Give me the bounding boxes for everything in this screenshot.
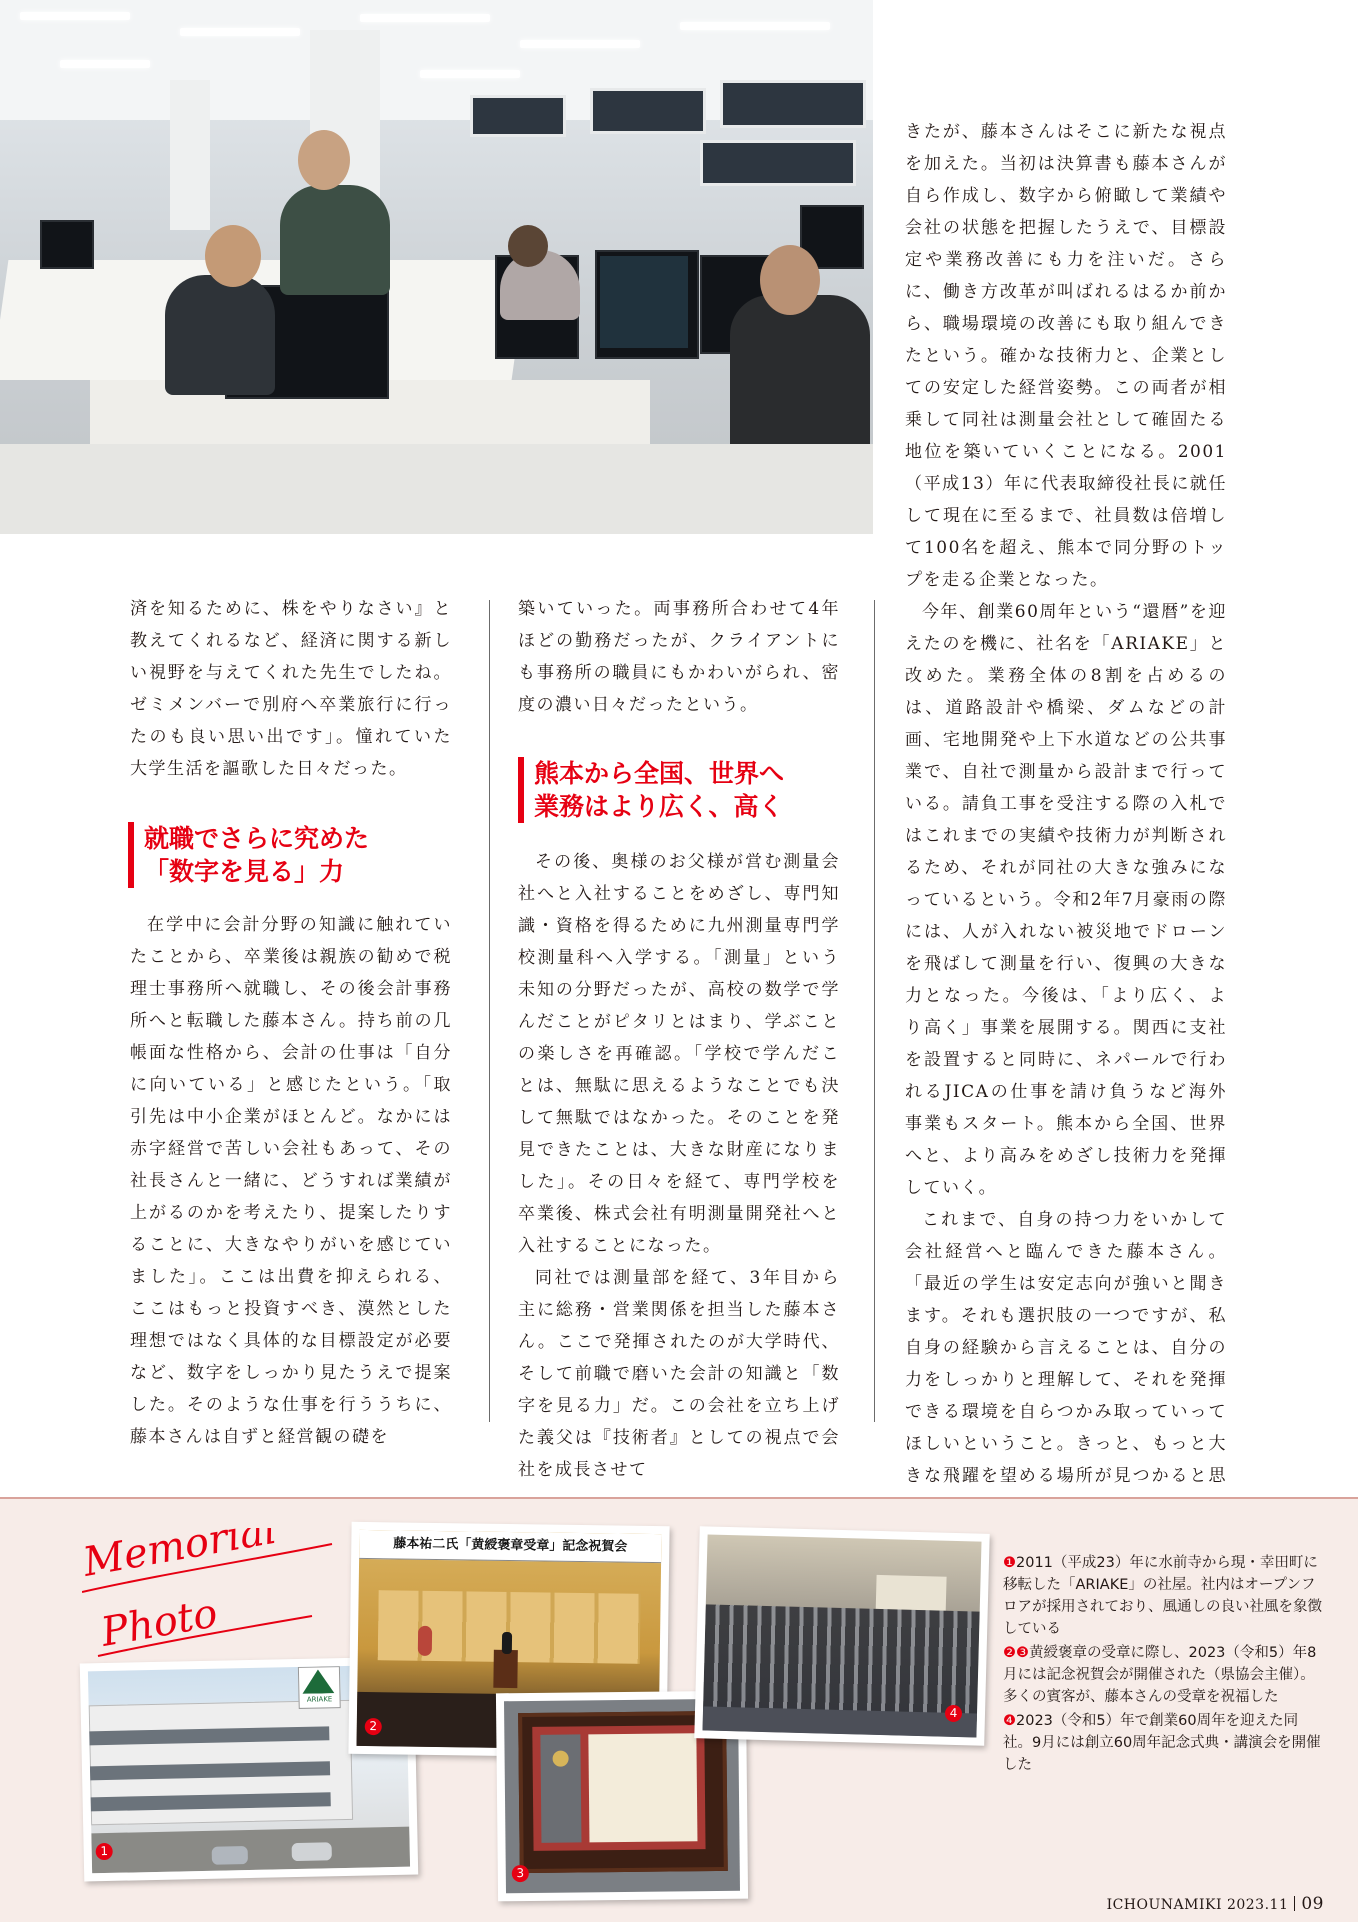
hero-office-photo: [0, 0, 873, 534]
stage-banner: [876, 1575, 947, 1611]
ceiling-light: [680, 22, 830, 30]
car: [212, 1846, 248, 1865]
column-divider: [874, 600, 875, 1422]
memorial-title-line1: Memorial: [82, 1528, 280, 1586]
paragraph: その後、奥様のお父様が営む測量会社へと入社することをめざし、専門知識・資格を得るために九州測量専門学校測量科へ入学する。「測量」という未知の分野だったが、高校の数学で学んだことがピタリとはまり、学ぶことの楽しさを再確認。「学校で学んだことは、無駄に思えるようなことでも決して無駄ではなかった。そのことを発見できたことは、大きな財産になりました」。その日々を経て、専門学校を卒業後、株式会社有明測量開発社へと入社することになった。: [518, 852, 840, 1256]
paragraph: 同社では測量部を経て、3年目から主に総務・営業関係を担当した藤本さん。ここで発揮されたのが大学時代、そして前職で磨いた会計の知識と「数字を見る力」だ。この会社を立ち上げた義父は『技術者』としての視点で会社を成長させて: [518, 1268, 840, 1480]
car: [292, 1842, 332, 1861]
heading-line: 就職でさらに究めた: [144, 824, 370, 853]
podium: [493, 1650, 518, 1688]
column-3: [905, 116, 1227, 1556]
column-2: [518, 593, 840, 721]
photo-2-number-badge: 2: [365, 1718, 382, 1735]
caption-2: [1003, 1642, 1323, 1708]
paragraph: これまで、自身の持つ力をいかして会社経営へと臨んできた藤本さん。「最近の学生は安定志向が強いと聞きます。それも選択肢の一つですが、私自身の経験から言えることは、自分の力をしっかりと理解して、それを発揮できる環境を自らつかみ取っていってほしいということ。きっと、もっと大きな飛躍を望める場所が見つかると思: [905, 1210, 1227, 1486]
ariake-sign: ARIAKE: [298, 1666, 341, 1709]
flowers: [418, 1626, 432, 1656]
paragraph: 今年、創業60周年という“還暦”を迎えたのを機に、社名を「ARIAKE」と改めた。業務全体の8割を占めるのは、道路設計や橋梁、ダムなどの計画、宅地開発や上下水道などの公共事業で、自社で測量から設計まで行っている。請負工事を受注する際の入札ではこれまでの実績や技術力が判断されるため、それが同社の大きな強みになっているという。令和2年7月豪雨の際には、人が入れない被災地でドローンを飛ばして測量を行い、復興の大きな力となった。今後は、「より広く、より高く」事業を展開する。関西に支社を設置すると同時に、ネパールで行われるJICAの仕事を請け負うなど海外事業もスタート。熊本から全国、世界へと、より高みをめざし技術力を発揮していく。: [905, 602, 1227, 1198]
ceiling-light: [520, 40, 640, 48]
monitor: [40, 220, 94, 269]
caption-number: ❹: [1003, 1713, 1016, 1729]
ceiling-light: [360, 14, 490, 22]
pillar: [170, 80, 210, 230]
caption-text: 2011（平成23）年に水前寺から現・幸田町に移転した「ARIAKE」の社屋。社内はオープンフロアが採用されており、風通しの良い社風を象徴している: [1003, 1555, 1322, 1637]
section-heading-1: [128, 822, 464, 888]
column-1-body: [130, 909, 452, 1453]
photo-captions: [1003, 1552, 1323, 1778]
event-banner: 藤本祐二氏「黄綬褒章受章」記念祝賀会: [359, 1530, 661, 1563]
photo-3-number-badge: 3: [512, 1865, 529, 1882]
photo-4-ceremony: [694, 1526, 989, 1746]
caption-number: ❶: [1003, 1555, 1016, 1571]
window: [700, 140, 856, 186]
photo-1-number-badge: 1: [96, 1843, 113, 1860]
employee-head: [760, 245, 820, 315]
heading-line: 業務はより広く、高く: [534, 792, 784, 821]
caption-number: ❷❸: [1003, 1645, 1029, 1661]
memorial-script-title: [82, 1528, 342, 1658]
paragraph: 在学中に会計分野の知識に触れていたことから、卒業後は親族の勧めで税理士事務所へ就職し、その後会計事務所へと転職した藤本さん。持ち前の几帳面な性格から、会計の仕事は「自分に向いている」と感じたという。「取引先は中小企業がほとんど。なかには赤字経営で苦しい会社もあって、その社長さんと一緒に、どうすれば業績が上がるのかを考えたり、提案したりすることに、大きなやりがいを感じていました」。ここは出費を抑えられる、ここはもっと投資すべき、漠然とした理想ではなく具体的な目標設定が必要など、数字をしっかり見たうえで提案した。そのような仕事を行ううちに、藤本さんは自ずと経営観の礎を: [130, 915, 452, 1447]
magazine-issue: ICHOUNAMIKI 2023.11: [1106, 1897, 1289, 1913]
page-footer: [1107, 1894, 1324, 1914]
employee-head: [205, 225, 261, 287]
floor: [0, 444, 873, 534]
window: [720, 80, 866, 128]
paragraph: 済を知るために、株をやりなさい』と教えてくれるなど、経済に関する新しい視野を与えてくれた先生でしたね。ゼミメンバーで別府へ卒業旅行に行ったのも良い思い出です」。憧れていた大学生活を謳歌した日々だった。: [130, 599, 452, 779]
caption-text: 2023（令和5）年で創業60周年を迎えた同社。9月には創立60周年記念式典・講演会を開催した: [1003, 1713, 1321, 1773]
column-1: [130, 593, 452, 785]
employee: [165, 275, 275, 395]
column-divider: [489, 600, 490, 1422]
photo-4-number-badge: 4: [945, 1705, 962, 1722]
parking-lot: [91, 1827, 410, 1874]
heading-line: 「数字を見る」力: [144, 857, 345, 886]
ceiling-light: [420, 70, 520, 78]
window: [590, 88, 706, 134]
ceiling-light: [180, 28, 300, 36]
speaker: [502, 1632, 512, 1654]
memorial-title-line2: Photo: [97, 1590, 221, 1656]
column-2-body: [518, 846, 840, 1486]
president-head: [298, 130, 350, 190]
paragraph: きたが、藤本さんはそこに新たな視点を加えた。当初は決算書も藤本さんが自ら作成し、数字から俯瞰して業績や会社の状態を把握したうえで、目標設定や業務改善にも力を注いだ。さらに、働き方改革が叫ばれるはるか前から、職場環境の改善にも取り組んできたという。確かな技術力と、企業としての安定した経営姿勢。この両者が相乗して同社は測量会社として確固たる地位を築いていくことになる。2001（平成13）年に代表取締役社長に就任して現在に至るまで、社員数は倍増して100名を超え、熊本で同分野のトップを走る企業となった。: [905, 122, 1227, 590]
monitor-screen: [600, 256, 688, 348]
memorial-photo-title: [82, 1528, 342, 1658]
seated-guests: [703, 1604, 980, 1721]
heading-line: 熊本から全国、世界へ: [534, 759, 785, 788]
ceiling-light: [60, 60, 150, 68]
section-heading-2: [518, 757, 854, 823]
certificate-paper: [588, 1733, 697, 1842]
footer-divider: [1294, 1896, 1295, 1911]
employee-head: [508, 225, 548, 267]
caption-text: 黄綬褒章の受章に際し、2023（令和5）年8月には記念祝賀会が開催された（県協会主催）。多くの賓客が、藤本さんの受章を祝福した: [1003, 1645, 1317, 1705]
window: [470, 95, 566, 137]
caption-3: [1003, 1710, 1323, 1776]
president: [280, 185, 390, 295]
caption-1: [1003, 1552, 1323, 1640]
ceiling-light: [20, 12, 130, 20]
medal-icon: [553, 1751, 569, 1767]
photo-4-image: [702, 1534, 981, 1737]
page-number: 09: [1301, 1894, 1324, 1914]
paragraph: 築いていった。両事務所合わせて4年ほどの勤務だったが、クライアントにも事務所の職員にもかわいがられ、密度の濃い日々だったという。: [518, 599, 840, 715]
